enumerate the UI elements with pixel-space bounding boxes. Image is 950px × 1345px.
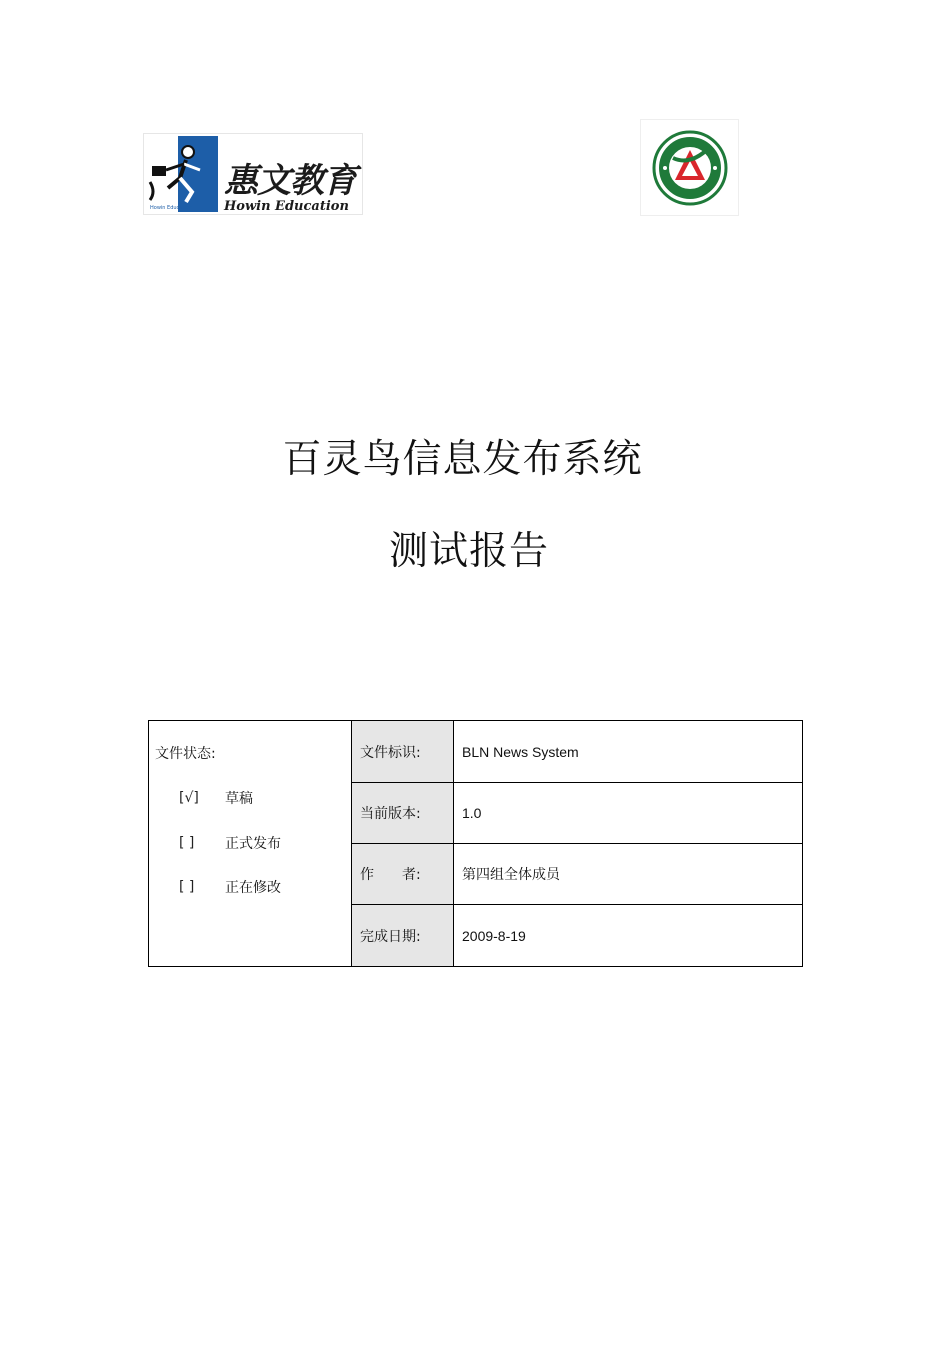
- file-status-label: 文件状态:: [155, 746, 216, 762]
- status-option-draft: [179, 788, 253, 808]
- document-subtitle: 测试报告: [388, 529, 549, 574]
- file-id-label: 文件标识:: [352, 721, 454, 783]
- completion-date-label: 完成日期:: [352, 905, 454, 967]
- completion-date-value: 2009-8-19: [454, 905, 803, 967]
- status-checkbox-draft: [√]: [179, 790, 199, 806]
- status-option-revising: [179, 877, 281, 897]
- file-status-cell: [149, 721, 352, 967]
- status-option-release: [179, 833, 281, 853]
- howin-education-logo: [143, 133, 363, 215]
- status-checkbox-revising: [ ]: [179, 879, 195, 895]
- logo-english-text: Howin Education: [224, 199, 349, 214]
- zhengzhou-university-seal: [640, 119, 739, 216]
- file-id-value: BLN News System: [454, 721, 803, 783]
- document-title: 百灵鸟信息发布系统: [282, 437, 643, 482]
- version-label: 当前版本:: [352, 783, 454, 844]
- status-label-draft: 草稿: [225, 791, 253, 807]
- runner-icon: [146, 142, 216, 206]
- logo-tiny-text: Howin Education: [150, 205, 192, 211]
- version-value: 1.0: [454, 783, 803, 844]
- document-info-table: [148, 720, 803, 967]
- author-label: 作 者:: [352, 844, 454, 905]
- status-label-release: 正式发布: [225, 836, 281, 852]
- status-checkbox-release: [ ]: [179, 835, 195, 851]
- status-label-revising: 正在修改: [225, 880, 281, 896]
- author-value: 第四组全体成员: [454, 844, 803, 905]
- university-seal-icon: [651, 128, 729, 208]
- logo-chinese-text: 惠文教育: [224, 161, 356, 201]
